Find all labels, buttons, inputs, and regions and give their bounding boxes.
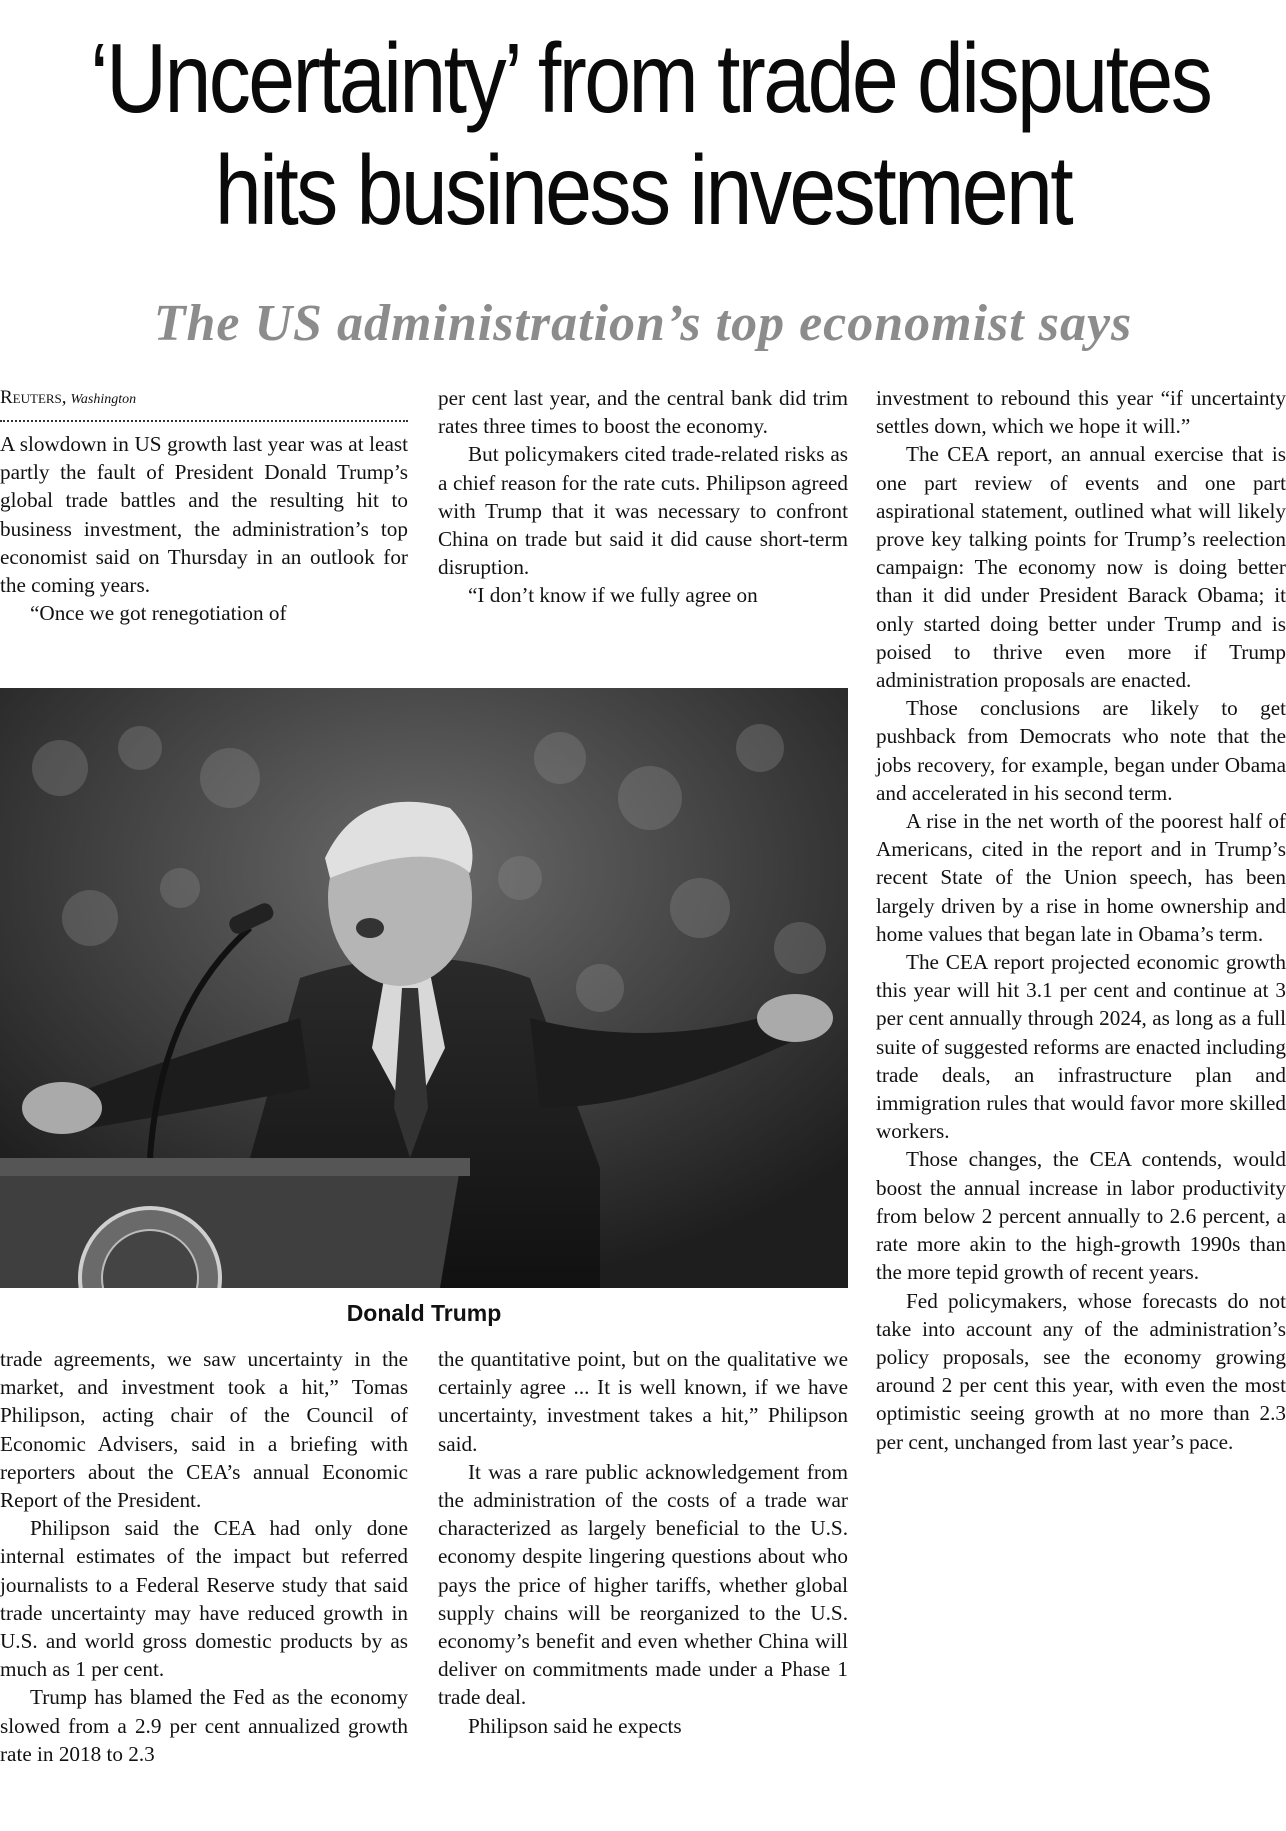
article-photo bbox=[0, 688, 848, 1288]
paragraph: Those conclusions are likely to get pushback from Democrats who note that the jobs recovery, for example, began under Obama and accelerated in his second term. bbox=[876, 696, 1286, 805]
paragraph: A slowdown in US growth last year was at least partly the fault of President Donald Trump’s global trade battles and the resulting hit to business investment, the administration’s top economist said on Thursday in an outlook for the coming years. bbox=[0, 432, 408, 598]
subheadline: The US administration’s top economist says bbox=[153, 295, 1133, 352]
paragraph: Those changes, the CEA contends, would boost the annual increase in labor productivity from below 2 percent annually to 2.6 percent, a rate more akin to the high-growth 1990s than the more tepid growth of recent years. bbox=[876, 1147, 1286, 1285]
headline bbox=[90, 22, 1211, 246]
paragraph: A rise in the net worth of the poorest half of Americans, cited in the report and in Trump’s recent State of the Union speech, has been largely driven by a rise in home ownership and home values that began late in Obama’s term. bbox=[876, 809, 1286, 946]
paragraph: investment to rebound this year “if uncertainty settles down, which we hope it will.” bbox=[876, 386, 1286, 439]
paragraph: Fed policymakers, whose forecasts do not take into account any of the administration’s policy proposals, see the economy growing around 2 per cent this year, with even the most optimistic seeing growth at no more than 2.3 per cent, unchanged from last year’s pace. bbox=[876, 1288, 1286, 1454]
article-column-2-top bbox=[438, 384, 848, 610]
headline-line-2: hits business investment bbox=[214, 135, 1072, 245]
byline-location: Washington bbox=[70, 392, 137, 407]
paragraph: “I don’t know if we fully agree on bbox=[468, 583, 758, 608]
paragraph: per cent last year, and the central bank did trim rates three times to boost the economy. bbox=[438, 386, 848, 439]
paragraph: the quantitative point, but on the qualitative we certainly agree ... It is well known, if we have uncertainty, investment takes a hit,” Philipson said. bbox=[438, 1347, 848, 1456]
article-column-1-bottom bbox=[0, 1345, 408, 1768]
byline bbox=[0, 386, 408, 412]
photo-illustration bbox=[0, 688, 848, 1288]
byline-divider bbox=[0, 412, 408, 422]
paragraph: But policymakers cited trade-related risks as a chief reason for the rate cuts. Philipson agreed with Trump that it was necessary to confront China on trade but said it did cause short-term disruption. bbox=[438, 442, 848, 580]
byline-agency: Reuters, bbox=[0, 387, 67, 408]
article-column-2-bottom bbox=[438, 1345, 848, 1740]
paragraph: Philipson said he expects bbox=[468, 1713, 682, 1738]
article-column-3 bbox=[876, 384, 1286, 1456]
paragraph: The CEA report, an annual exercise that is one part review of events and one part aspirational statement, outlined what will likely prove key talking points for Trump’s reelection campaign: The economy now is doing better than it did under President Barack Obama; it only started doing better under Trump and is poised to thrive even more if Trump administration proposals are enacted. bbox=[876, 442, 1286, 693]
article-column-1-top bbox=[0, 386, 408, 627]
paragraph: Philipson said the CEA had only done internal estimates of the impact but referred journalists to a Federal Reserve study that said trade uncertainty may have reduced growth in U.S. and world gross domestic products by as much as 1 per cent. bbox=[0, 1516, 408, 1682]
paragraph: Trump has blamed the Fed as the economy slowed from a 2.9 per cent annualized growth rate in 2018 to 2.3 bbox=[0, 1685, 408, 1766]
paragraph: The CEA report projected economic growth this year will hit 3.1 per cent and continue at 3 per cent annually through 2024, as long as a full suite of suggested reforms are enacted including trade deals, an infrastructure plan and immigration rules that would favor more skilled workers. bbox=[876, 950, 1286, 1144]
photo-caption: Donald Trump bbox=[346, 1300, 502, 1326]
paragraph: trade agreements, we saw uncertainty in the market, and investment took a hit,” Tomas Philipson, acting chair of the Council of Economic Advisers, said in a briefing with reporters about the CEA’s annual Economic Report of the President. bbox=[0, 1347, 408, 1513]
paragraph: It was a rare public acknowledgement from the administration of the costs of a trade war characterized as largely beneficial to the U.S. economy despite lingering questions about who pays the price of higher tariffs, whether global supply chains will be reorganized to the U.S. economy’s benefit and even whether China will deliver on commitments made under a Phase 1 trade deal. bbox=[438, 1459, 848, 1710]
headline-line-1: ‘Uncertainty’ from trade disputes bbox=[90, 23, 1211, 133]
paragraph: “Once we got renegotiation of bbox=[30, 601, 287, 626]
